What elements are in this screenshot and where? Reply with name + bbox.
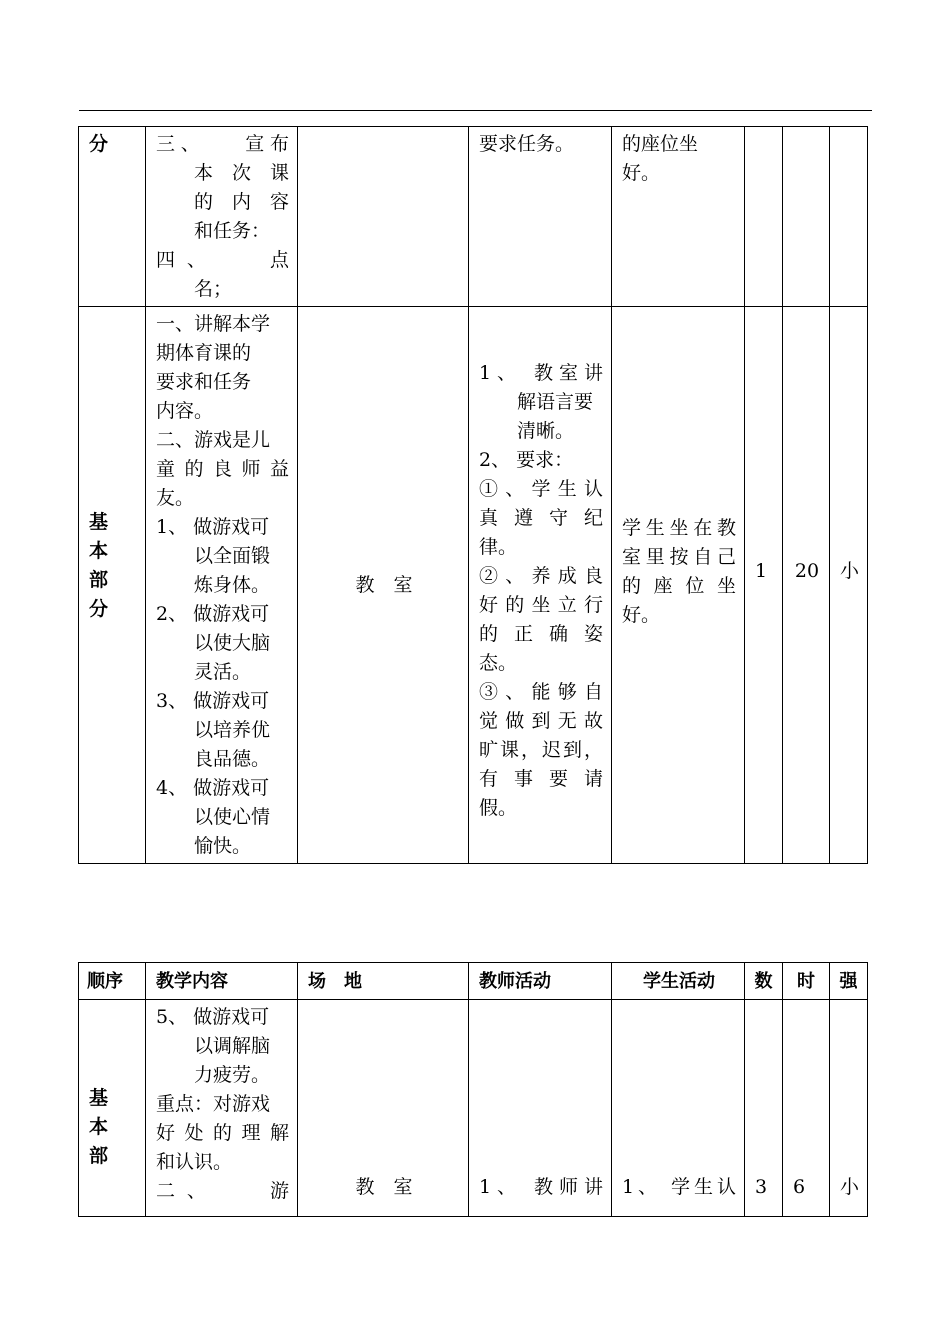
text-line: 基	[89, 1086, 109, 1109]
text-line: 基	[89, 510, 109, 533]
header-count: 数	[745, 963, 783, 1000]
text-line: 2、 做游戏可	[156, 603, 270, 625]
text-line: 要求和任务	[156, 371, 252, 393]
text-line: 四、 点	[156, 249, 289, 271]
text-line: 期体育课的	[156, 342, 252, 364]
text-line: 二、 游	[156, 1180, 289, 1202]
text-line: 学生坐在教	[622, 516, 736, 539]
text-line: 和认识。	[156, 1151, 233, 1173]
text-line: 的座位坐	[622, 133, 699, 155]
seq-cell	[79, 307, 146, 864]
text-line: 力疲劳。	[194, 1064, 271, 1086]
header-content: 教学内容	[146, 963, 298, 1000]
venue-cell	[298, 127, 469, 307]
text-line: 以调解脑	[194, 1035, 271, 1057]
text-line: 5、 做游戏可	[156, 1006, 270, 1028]
text-line: 友。	[156, 487, 195, 509]
text-line: 3、 做游戏可	[156, 690, 270, 712]
lesson-table-continued	[78, 126, 868, 864]
header-student: 学生活动	[612, 963, 745, 1000]
table-row	[79, 307, 868, 864]
content-cell	[146, 307, 298, 864]
seq-cell	[79, 1000, 146, 1217]
text-line: 觉做到无故	[479, 710, 603, 732]
text-line: 一、讲解本学	[156, 313, 271, 335]
text-line: 童的良师益	[156, 458, 289, 480]
text-line: 重点：对游戏	[156, 1093, 271, 1115]
text-line: 解语言要	[517, 391, 594, 413]
table-row	[79, 127, 868, 307]
text-line: 4、 做游戏可	[156, 777, 270, 799]
intensity-cell: 小	[830, 1000, 868, 1217]
text-line: 二、游戏是儿	[156, 429, 271, 451]
text-line: 以使大脑	[194, 632, 271, 654]
text-line: 态。	[479, 652, 518, 674]
student-cell: 1、 学生认	[612, 1000, 745, 1217]
content-cell	[146, 1000, 298, 1217]
text-line: 假。	[479, 797, 518, 819]
text-line: 好处的理解	[156, 1122, 289, 1144]
seq-cell: 分	[79, 127, 146, 307]
text-line: 部	[89, 1144, 109, 1167]
table-row	[79, 1000, 868, 1217]
time-cell: 20	[783, 307, 830, 864]
text-line: 以使心情	[194, 806, 271, 828]
table-header-row	[79, 963, 868, 1000]
intensity-cell	[830, 127, 868, 307]
text-line: 分	[89, 597, 109, 620]
text-line: 好。	[622, 162, 661, 184]
text-line: 良品德。	[194, 748, 271, 770]
text-line: ②、养成良	[479, 565, 603, 587]
count-cell	[745, 127, 783, 307]
text-line: 1、 教室讲	[479, 362, 603, 384]
text-line: 愉快。	[194, 835, 252, 857]
intensity-cell: 小	[830, 307, 868, 864]
student-cell	[612, 307, 745, 864]
header-intensity: 强	[830, 963, 868, 1000]
venue-cell: 教 室	[298, 307, 469, 864]
text-line: 的座位坐	[622, 574, 736, 597]
text-line: 和任务：	[194, 220, 271, 242]
text-line: 真遵守纪	[479, 507, 603, 529]
text-line: 本次课	[194, 162, 289, 184]
time-cell	[783, 127, 830, 307]
lesson-table	[78, 962, 868, 1217]
text-line: 的正确姿	[479, 623, 603, 645]
text-line: ①、学生认	[479, 478, 603, 500]
text-line: 旷课，迟到，	[479, 739, 603, 761]
text-line: 本	[89, 1115, 109, 1138]
text-line: 的内容	[194, 191, 289, 213]
text-line: 1、 做游戏可	[156, 516, 270, 538]
header-seq: 顺序	[79, 963, 146, 1000]
text-line: 律。	[479, 536, 518, 558]
header-venue: 场 地	[298, 963, 469, 1000]
text-line: 室里按自己	[622, 545, 736, 568]
student-cell	[612, 127, 745, 307]
text-line: 以全面锻	[194, 545, 271, 567]
text-line: 炼身体。	[194, 574, 271, 596]
header-time: 时	[783, 963, 830, 1000]
content-cell	[146, 127, 298, 307]
header-teacher: 教师活动	[469, 963, 612, 1000]
text-line: 2、 要求：	[479, 449, 574, 471]
text-line: 有事要请	[479, 768, 603, 790]
teacher-cell: 1、 教师讲	[469, 1000, 612, 1217]
text-line: 内容。	[156, 400, 214, 422]
header-rule	[79, 110, 872, 111]
time-cell: 6	[783, 1000, 830, 1217]
text-line: 清晰。	[517, 420, 575, 442]
text-line: 三、 宣布	[156, 133, 289, 155]
text-line: 以培养优	[194, 719, 271, 741]
count-cell: 3	[745, 1000, 783, 1217]
text-line: 本	[89, 539, 109, 562]
teacher-cell	[469, 307, 612, 864]
venue-cell: 教 室	[298, 1000, 469, 1217]
text-line: 部	[89, 568, 109, 591]
teacher-cell: 要求任务。	[469, 127, 612, 307]
text-line: 灵活。	[194, 661, 252, 683]
text-line: 好。	[622, 603, 661, 626]
text-line: 名；	[194, 278, 233, 300]
text-line: 好的坐立行	[479, 594, 603, 616]
count-cell: 1	[745, 307, 783, 864]
text-line: ③、能够自	[479, 681, 603, 703]
